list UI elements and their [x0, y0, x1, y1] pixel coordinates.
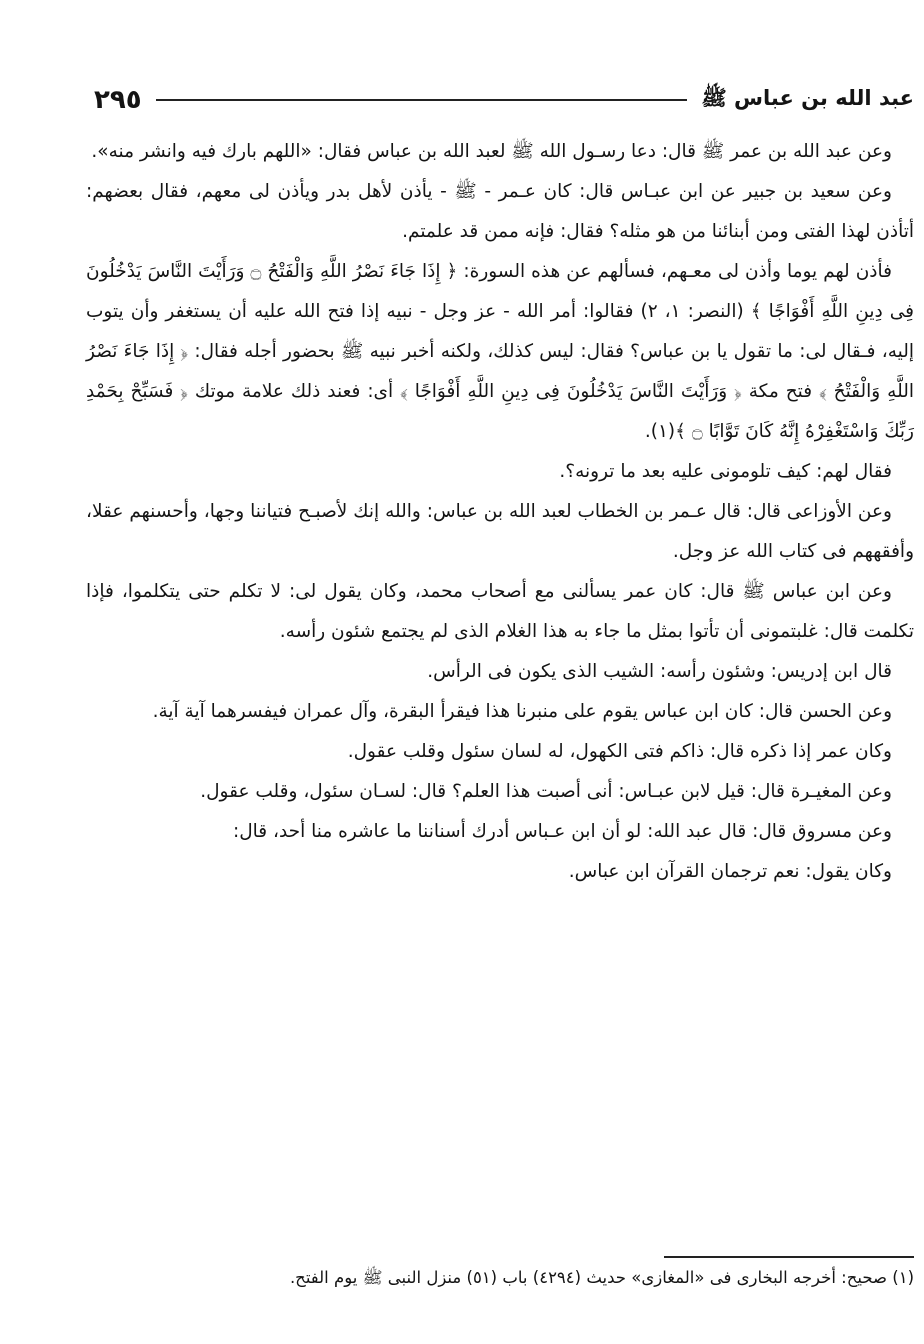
- page-number: ٢٩٥: [94, 85, 142, 115]
- page-header: [86, 78, 914, 122]
- paragraph: وعن ابن عباس ﷺ قال: كان عمر يسألنى مع أصحاب محمد، وكان يقول لى: لا تكلم حتى يتكلموا، فإذا تكلمت قال: غلبتمونى أن تأتوا بمثل ما جاء به هذا الغلام الذى لم يجتمع شئون رأسه.: [86, 581, 914, 642]
- running-title: عبد الله بن عباس ﷺ: [701, 85, 914, 110]
- paragraph: وعن المغيـرة قال: قيل لابن عبـاس: أنى أصبت هذا العلم؟ قال: لسـان سئول، وقلب عقول.: [200, 781, 892, 802]
- header-rule: [156, 99, 688, 101]
- paragraph: وكان عمر إذا ذكره قال: ذاكم فتى الكهول، له لسان سئول وقلب عقول.: [347, 741, 892, 762]
- paragraph: وعن مسروق قال: قال عبد الله: لو أن ابن عـباس أدرك أسناننا ما عاشره منا أحد، قال:: [232, 821, 892, 842]
- paragraph: وعن الأوزاعى قال: قال عـمر بن الخطاب لعبد الله بن عباس: والله إنك لأصبـح فتياننا وجها، وأحسنهم عقلا، وأفقههم فى كتاب الله عز وجل.: [86, 501, 914, 562]
- paragraph: وعن سعيد بن جبير عن ابن عبـاس قال: كان عـمر - ﷺ - يأذن لأهل بدر ويأذن لى معهم، فقال بعضهم: أتأذن لهذا الفتى ومن أبنائنا من هو مثله؟ فقال: فإنه ممن قد علمتم.: [86, 181, 914, 242]
- footnote-rule: [664, 1256, 914, 1258]
- body-text: [86, 132, 914, 892]
- paragraph: وعن عبد الله بن عمر ﷺ قال: دعا رسـول الله ﷺ لعبد الله بن عباس فقال: «اللهم بارك فيه وانشر منه».: [91, 141, 892, 162]
- paragraph: قال ابن إدريس: وشئون رأسه: الشيب الذى يكون فى الرأس.: [427, 661, 892, 682]
- book-page: [86, 78, 914, 1328]
- footnote: (١) صحيح: أخرجه البخارى فى «المغازى» حديث (٤٢٩٤) باب (٥١) منزل النبى ﷺ يوم الفتح.: [289, 1268, 914, 1287]
- paragraph: وكان يقول: نعم ترجمان القرآن ابن عباس.: [568, 861, 892, 882]
- paragraph: وعن الحسن قال: كان ابن عباس يقوم على منبرنا هذا فيقرأ البقرة، وآل عمران فيفسرهما آية آية.: [152, 701, 892, 722]
- paragraph: فقال لهم: كيف تلومونى عليه بعد ما ترونه؟.: [559, 461, 892, 482]
- paragraph: فأذن لهم يوما وأذن لى معـهم، فسألهم عن هذه السورة: ﴿ إِذَا جَاءَ نَصْرُ اللَّهِ وَالْفَتْحُ ۝ وَرَأَيْتَ النَّاسَ يَدْخُلُونَ فِى دِينِ اللَّهِ أَفْوَاجًا ﴾ (النصر: ١، ٢) فقالوا: أمر الله - عز وجل - نبيه إذا فتح الله عليه أن يستغفر وأن يتوب إليه، فـقال لى: ما تقول يا بن عباس؟ فقال: ليس كذلك، ولكنه أخبر نبيه ﷺ بحضور أجله فقال: ﴿ إِذَا جَاءَ نَصْرُ اللَّهِ وَالْفَتْحُ ﴾ فتح مكة ﴿ وَرَأَيْتَ النَّاسَ يَدْخُلُونَ فِى دِينِ اللَّهِ أَفْوَاجًا ﴾ أى: فعند ذلك علامة موتك ﴿ فَسَبِّحْ بِحَمْدِ رَبِّكَ وَاسْتَغْفِرْهُ إِنَّهُ كَانَ تَوَّابًا ۝ ﴾(١).: [86, 261, 915, 442]
